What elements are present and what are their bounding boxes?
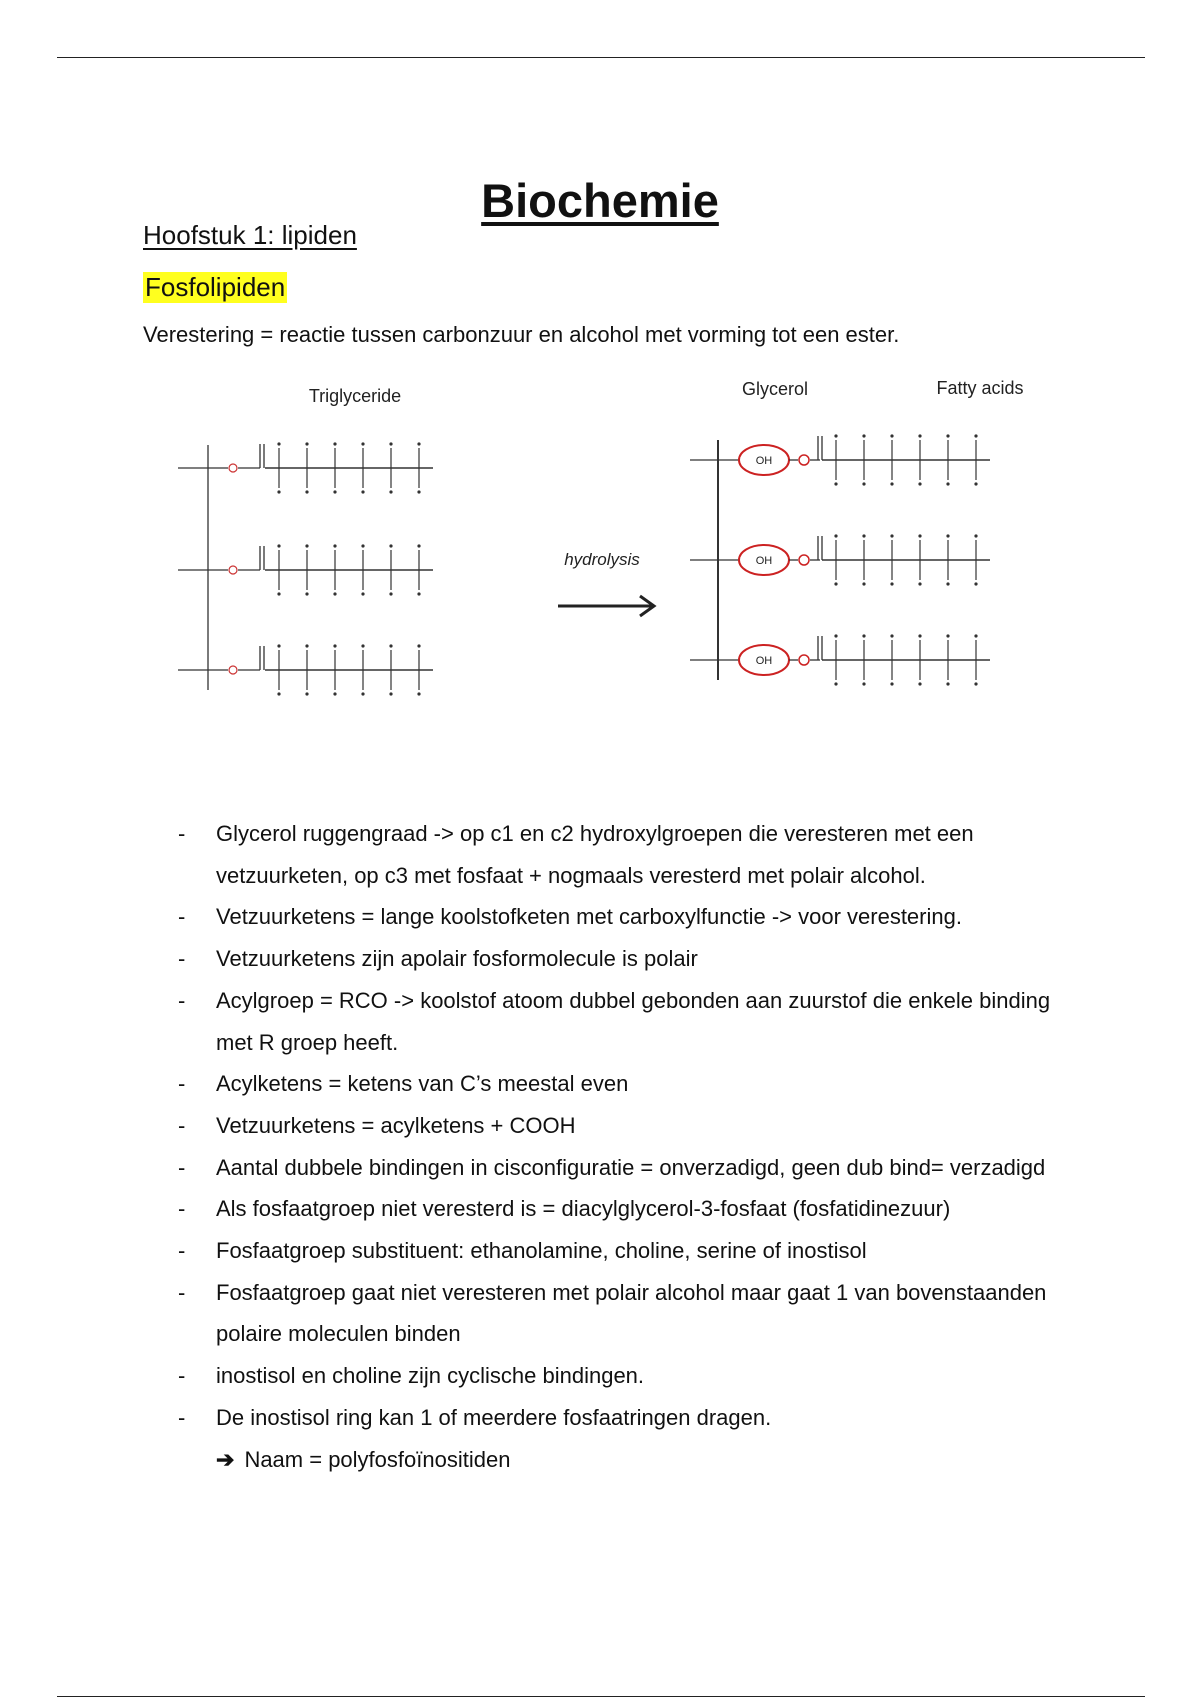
fatty-acids-label: Fatty acids <box>936 378 1024 398</box>
conclusion-line <box>178 1439 1078 1481</box>
list-item: - Vetzuurketens zijn apolair fosformolecule is polair <box>178 946 698 972</box>
hydrolysis-figure <box>170 370 1090 770</box>
list-item: - De inostisol ring kan 1 of meerdere fosfaatringen dragen. <box>178 1404 772 1430</box>
hydrolysis-diagram <box>170 370 1090 770</box>
conclusion-text: Naam = polyfosfoïnositiden <box>244 1446 511 1472</box>
section-heading: Fosfolipiden <box>145 272 286 302</box>
list-item: - Als fosfaatgroep niet veresterd is = diacylglycerol-3-fosfaat (fosfatidinezuur) <box>178 1196 951 1222</box>
top-rule <box>57 57 1145 58</box>
hydrolysis-label: hydrolysis <box>564 550 640 569</box>
triglyceride-molecule <box>178 442 433 695</box>
list-item: - Aantal dubbele bindingen in cisconfiguratie = onverzadigd, geen dub bind= verzadigd <box>178 1154 1046 1180</box>
glycerol-fatty-acids-molecule <box>690 434 990 685</box>
triglyceride-label: Triglyceride <box>308 386 402 406</box>
hydroxyl-label: OH <box>755 455 773 467</box>
hydroxyl-label: OH <box>755 555 773 567</box>
page-title: Biochemie <box>481 174 719 228</box>
hydroxyl-label: OH <box>755 655 773 667</box>
bottom-rule <box>57 1696 1145 1697</box>
chapter-heading: Hoofstuk 1: lipiden <box>143 220 357 250</box>
list-item: - Acylketens = ketens van C’s meestal even <box>178 1071 629 1097</box>
intro-paragraph: Verestering = reactie tussen carbonzuur en alcohol met vorming tot een ester. <box>143 322 900 347</box>
list-item: - Acylgroep = RCO -> koolstof atoom dubbel gebonden aan zuurstof die enkele binding met R groep heeft. <box>178 987 1051 1055</box>
bullet-list <box>178 813 1078 1480</box>
right-arrow-icon: ➔ <box>216 1446 235 1472</box>
list-item: - inostisol en choline zijn cyclische bindingen. <box>178 1363 645 1389</box>
glycerol-label: Glycerol <box>741 379 809 399</box>
reaction-arrow <box>558 596 654 616</box>
list-item: - Glycerol ruggengraad -> op c1 en c2 hydroxylgroepen die veresteren met een vetzuurketen, op c3 met fosfaat + nogmaals veresterd met polair alcohol. <box>178 821 974 888</box>
list-item: - Fosfaatgroep gaat niet veresteren met polair alcohol maar gaat 1 van bovenstaanden polaire moleculen binden <box>178 1279 1047 1347</box>
list-item: - Vetzuurketens = acylketens + COOH <box>178 1112 576 1138</box>
list-item: - Fosfaatgroep substituent: ethanolamine, choline, serine of inostisol <box>178 1238 867 1264</box>
list-item: - Vetzuurketens = lange koolstofketen met carboxylfunctie -> voor verestering. <box>178 904 962 930</box>
